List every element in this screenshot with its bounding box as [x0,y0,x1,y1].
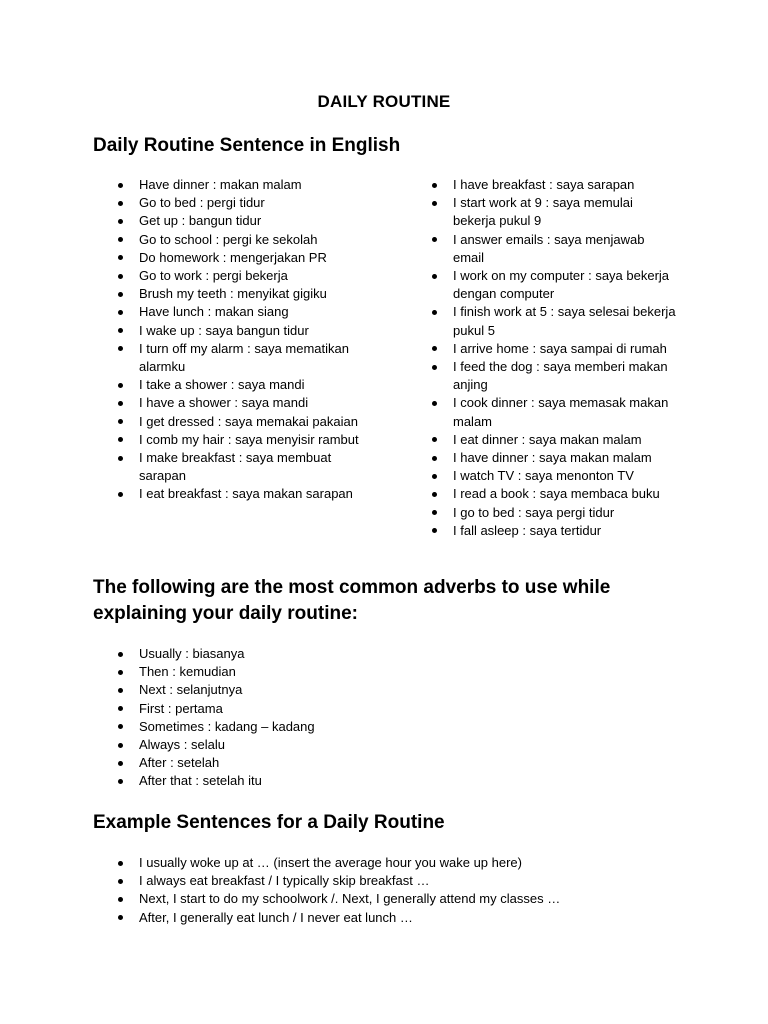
list-item: I finish work at 5 : saya selesai bekerja pukul 5 [429,303,677,339]
list-item: Go to work : pergi bekerja [115,267,365,285]
list-item: I go to bed : saya pergi tidur [429,504,677,522]
list-item: Have dinner : makan malam [115,176,365,194]
list-item: Then : kemudian [115,663,515,681]
list-item: I have a shower : saya mandi [115,394,365,412]
list-item: Next : selanjutnya [115,681,515,699]
examples-list [115,854,675,927]
list-item: I start work at 9 : saya memulai bekerja pukul 9 [429,194,677,230]
list-item: I always eat breakfast / I typically skip breakfast … [115,872,675,890]
section-heading-adverbs: The following are the most common adverbs to use while explaining your daily routine: [93,577,611,624]
list-item: Next, I start to do my schoolwork /. Next, I generally attend my classes … [115,890,675,908]
list-item: I arrive home : saya sampai di rumah [429,340,677,358]
list-item: Always : selalu [115,736,515,754]
list-item: I eat breakfast : saya makan sarapan [115,485,365,503]
list-item: Get up : bangun tidur [115,212,365,230]
list-item: I make breakfast : saya membuat sarapan [115,449,365,485]
list-item: Go to school : pergi ke sekolah [115,231,365,249]
list-item: First : pertama [115,700,515,718]
list-item: Have lunch : makan siang [115,303,365,321]
list-item: Sometimes : kadang – kadang [115,718,515,736]
list-item: After, I generally eat lunch / I never eat lunch … [115,909,675,927]
list-item: I eat dinner : saya makan malam [429,431,677,449]
section-heading-examples: Example Sentences for a Daily Routine [93,812,445,833]
list-item: I watch TV : saya menonton TV [429,467,677,485]
list-item: After : setelah [115,754,515,772]
list-item: I wake up : saya bangun tidur [115,322,365,340]
list-item: I take a shower : saya mandi [115,376,365,394]
list-item: Brush my teeth : menyikat gigiku [115,285,365,303]
list-item: Usually : biasanya [115,645,515,663]
list-item: Go to bed : pergi tidur [115,194,365,212]
list-item: I turn off my alarm : saya mematikan alarmku [115,340,365,376]
document-title: DAILY ROUTINE [317,92,451,111]
list-item: I have breakfast : saya sarapan [429,176,677,194]
section-heading-daily-routine: Daily Routine Sentence in English [93,135,401,156]
routine-list-left [115,176,365,504]
list-item: I usually woke up at … (insert the average hour you wake up here) [115,854,675,872]
list-item: I have dinner : saya makan malam [429,449,677,467]
routine-list-right [429,176,677,540]
list-item: I feed the dog : saya memberi makan anjing [429,358,677,394]
list-item: I get dressed : saya memakai pakaian [115,413,365,431]
adverbs-list [115,645,515,791]
list-item: I fall asleep : saya tertidur [429,522,677,540]
list-item: I read a book : saya membaca buku [429,485,677,503]
list-item: Do homework : mengerjakan PR [115,249,365,267]
list-item: I comb my hair : saya menyisir rambut [115,431,365,449]
list-item: After that : setelah itu [115,772,515,790]
list-item: I work on my computer : saya bekerja dengan computer [429,267,677,303]
list-item: I answer emails : saya menjawab email [429,231,677,267]
list-item: I cook dinner : saya memasak makan malam [429,394,677,430]
